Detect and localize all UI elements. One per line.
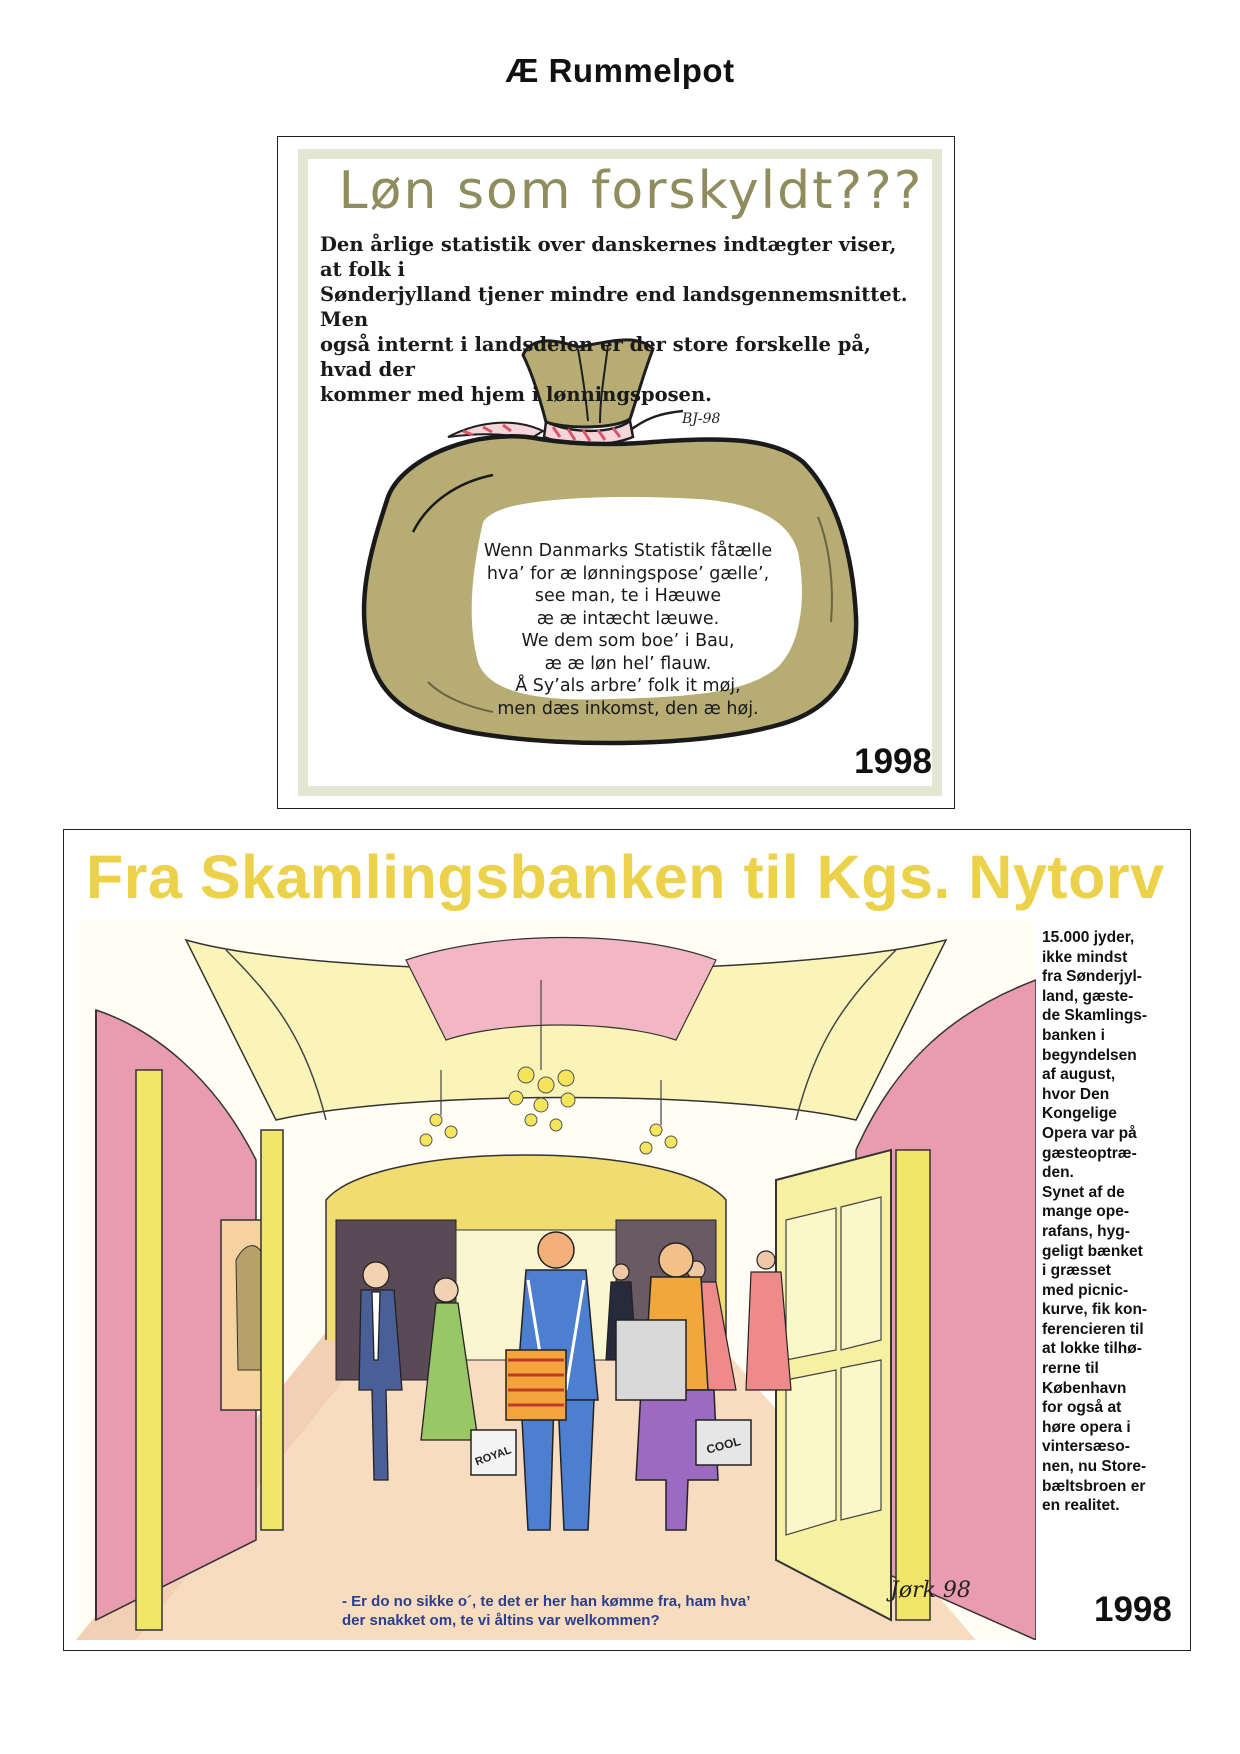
cartoon-lon-som-forskyldt bbox=[277, 136, 955, 809]
poem-line: æ æ intæcht læuwe. bbox=[536, 608, 720, 629]
side-line: med picnic- bbox=[1042, 1281, 1129, 1299]
intro-line: også internt i landsdelen er der store forskelle på, hvad der bbox=[320, 333, 871, 381]
poem-line: see man, te i Hæuwe bbox=[534, 586, 722, 606]
sack-signature: BJ-98 bbox=[682, 411, 721, 427]
side-line: land, gæste- bbox=[1042, 987, 1134, 1005]
side-line: ikke mindst bbox=[1042, 948, 1128, 966]
cool-box-label: COOL bbox=[704, 1434, 743, 1457]
page-title: Æ Rummelpot bbox=[505, 52, 735, 89]
side-line: 15.000 jyder, bbox=[1042, 929, 1135, 946]
poem-line: æ æ løn hel’ flauw. bbox=[544, 653, 712, 674]
side-line: gæsteoptræ- bbox=[1042, 1144, 1137, 1162]
intro-line: kommer med hjem i lønningsposen. bbox=[320, 383, 712, 406]
opera-foyer-illustration bbox=[76, 920, 1036, 1640]
artist-signature: Jørk 98 bbox=[890, 1578, 971, 1603]
poem-line: Wenn Danmarks Statistik fåtælle bbox=[483, 541, 773, 561]
side-line: Kongelige bbox=[1042, 1105, 1117, 1123]
poem-line: We dem som boe’ i Bau, bbox=[521, 631, 735, 651]
side-line: København bbox=[1042, 1379, 1127, 1397]
side-line: høre opera i bbox=[1042, 1418, 1131, 1436]
cartoon-skamlingsbanken bbox=[63, 829, 1191, 1651]
side-line: kurve, fik kon- bbox=[1042, 1301, 1148, 1319]
cartoon1-intro bbox=[320, 232, 924, 407]
side-line: rerne til bbox=[1042, 1360, 1099, 1378]
side-line: nen, nu Store- bbox=[1042, 1458, 1147, 1476]
side-line: en realitet. bbox=[1042, 1497, 1120, 1515]
side-line: begyndelsen bbox=[1042, 1046, 1137, 1064]
cartoon2-side-text bbox=[1042, 928, 1182, 1516]
cartoon2-year: 1998 bbox=[1094, 1590, 1172, 1629]
side-line: mange ope- bbox=[1042, 1203, 1129, 1221]
side-line: geligt bænket bbox=[1042, 1242, 1143, 1260]
royal-box-label: ROYAL bbox=[473, 1444, 513, 1469]
poem-line: men dæs inkomst, den æ høj. bbox=[497, 698, 759, 719]
cartoon1-heading: Løn som forskyldt??? bbox=[338, 161, 924, 221]
side-line: banken i bbox=[1042, 1026, 1105, 1044]
side-line: fra Sønderjyl- bbox=[1042, 968, 1142, 986]
side-line: den. bbox=[1042, 1164, 1074, 1182]
dialect-poem bbox=[458, 540, 798, 720]
caption-line: der snakket om, te vi åltins var welkommen? bbox=[342, 1612, 660, 1629]
side-line: de Skamlings- bbox=[1042, 1007, 1148, 1025]
side-line: Synet af de bbox=[1042, 1183, 1125, 1201]
side-line: ferencieren til bbox=[1042, 1320, 1144, 1338]
poem-line: Å Sy’als arbre’ folk it møj, bbox=[515, 676, 741, 696]
cartoon1-year: 1998 bbox=[854, 742, 932, 781]
side-line: at lokke tilhø- bbox=[1042, 1340, 1142, 1358]
intro-line: Sønderjylland tjener mindre end landsgennemsnittet. Men bbox=[320, 283, 908, 331]
side-line: rafans, hyg- bbox=[1042, 1222, 1130, 1240]
side-line: for også at bbox=[1042, 1399, 1122, 1417]
side-line: hvor Den bbox=[1042, 1085, 1110, 1103]
cartoon2-caption bbox=[342, 1592, 862, 1630]
caption-line: - Er do no sikke o´, te det er her han kømme fra, ham hva’ bbox=[342, 1593, 751, 1610]
side-line: bæltsbroen er bbox=[1042, 1477, 1146, 1495]
cartoon2-heading: Fra Skamlingsbanken til Kgs. Nytorv bbox=[86, 843, 1165, 911]
side-line: i græsset bbox=[1042, 1262, 1111, 1280]
side-line: vintersæso- bbox=[1042, 1438, 1130, 1456]
poem-line: hva’ for æ lønningspose’ gælle’, bbox=[486, 563, 770, 584]
side-line: af august, bbox=[1042, 1066, 1116, 1084]
side-line: Opera var på bbox=[1042, 1124, 1137, 1142]
intro-line: Den årlige statistik over danskernes indtægter viser, at folk i bbox=[320, 233, 897, 281]
